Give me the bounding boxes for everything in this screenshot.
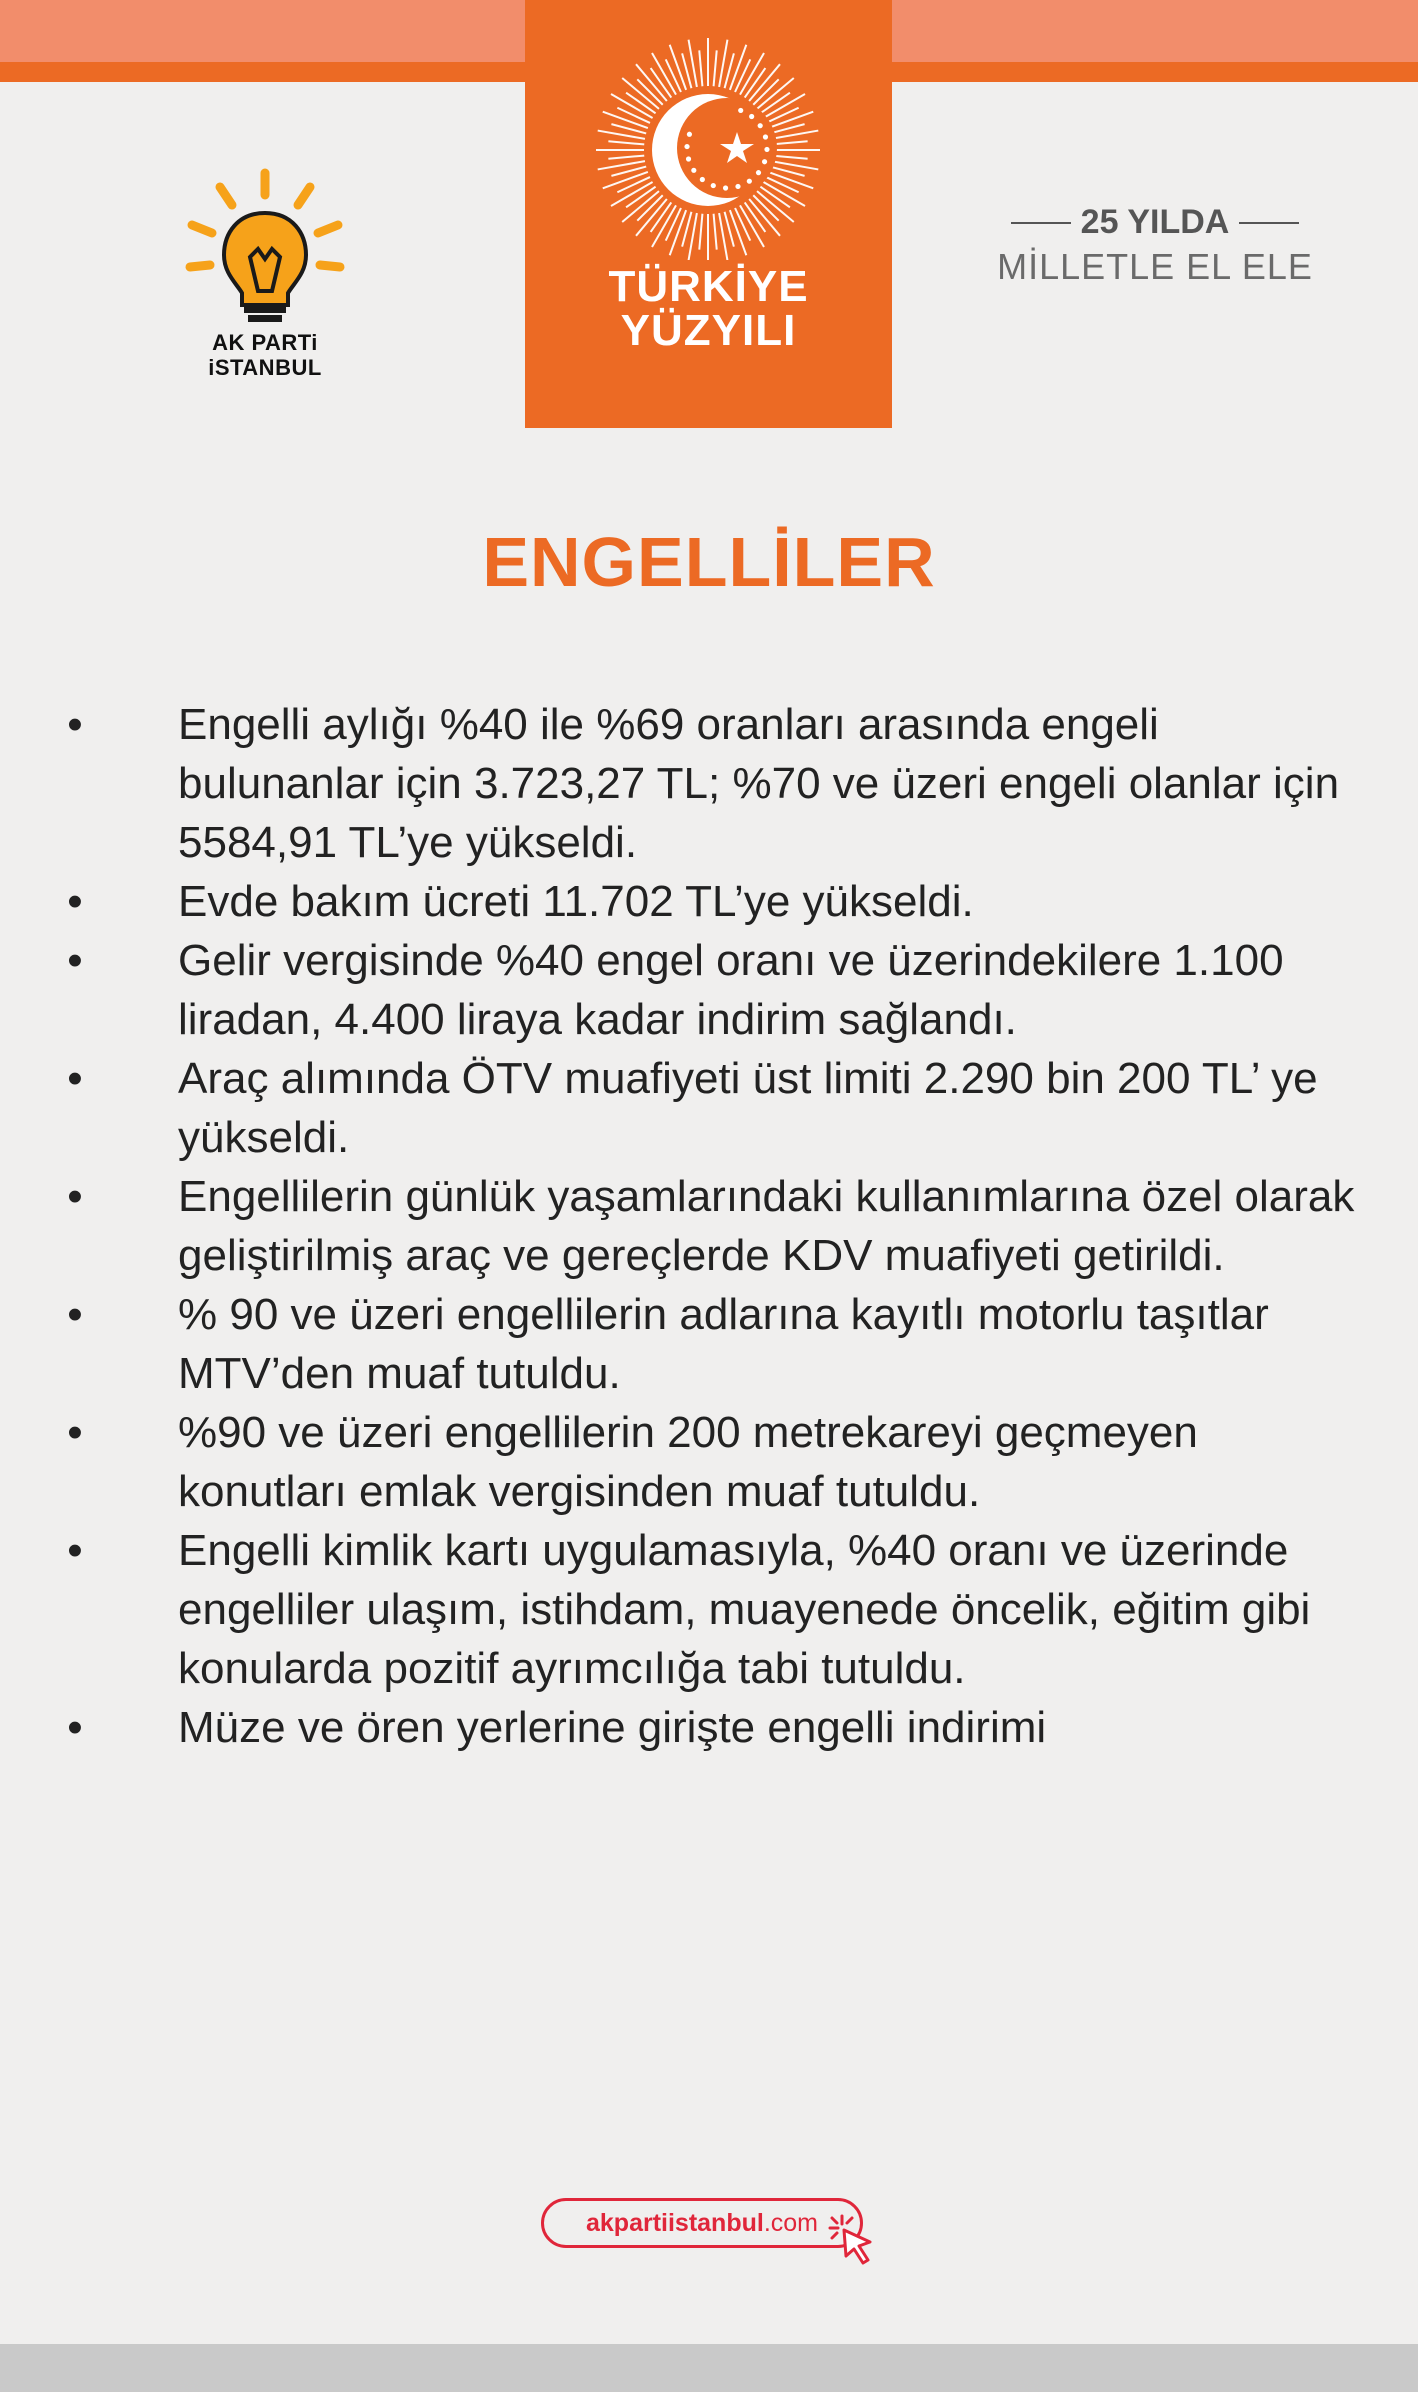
list-item-text: Müze ve ören yerlerine girişte engelli indirimi (178, 1703, 1047, 1752)
sunburst-ray (617, 108, 650, 123)
bullet-marker: • (67, 877, 83, 926)
bottom-gray-bar (0, 2344, 1418, 2392)
bullet-list (60, 695, 1360, 1757)
ring-star (764, 147, 769, 152)
list-item-text: Evde bakım ücreti 11.702 TL’ye yükseldi. (178, 877, 974, 926)
sunburst-ray (772, 156, 808, 159)
ring-star (686, 156, 691, 161)
ring-star (747, 179, 752, 184)
sunburst-ray (666, 59, 681, 92)
slogan-bottom-text: MİLLETLE EL ELE (997, 246, 1313, 287)
bullet-marker: • (67, 936, 83, 985)
sunburst-ray (666, 208, 681, 241)
ring-star (691, 168, 696, 173)
sunburst-ray (766, 108, 799, 123)
list-item-text: Araç alımında ÖTV muafiyeti üst limiti 2.290 bin 200 TL’ ye yükseldi. (178, 1054, 1318, 1162)
logo-line-1: AK PARTi (212, 330, 318, 355)
bullet-marker: • (67, 1408, 83, 1457)
sunburst-ray (714, 50, 717, 86)
turkiye-yuzyili-panel (525, 0, 892, 428)
list-item (60, 1049, 1360, 1167)
list-item-text: % 90 ve üzeri engellilerin adlarına kayıtlı motorlu taşıtlar MTV’den muaf tutuldu. (178, 1290, 1269, 1398)
ring-star (738, 108, 743, 113)
sunburst-ray (699, 50, 702, 86)
sunburst-ray (608, 156, 644, 159)
bullet-marker: • (67, 1054, 83, 1103)
cursor-click-icon (826, 2212, 886, 2272)
url-bold-part: akpartiistanbul (585, 2208, 764, 2237)
sunburst-ray (699, 214, 702, 250)
page-title: ENGELLİLER (482, 523, 936, 601)
list-item-text: Engellilerin günlük yaşamlarındaki kullanımlarına özel olarak geliştirilmiş araç ve gereçlerde KDV muafiyeti getirildi. (178, 1172, 1355, 1280)
website-link[interactable] (541, 2198, 863, 2248)
panel-line-1: TÜRKİYE (608, 262, 809, 311)
ring-star (762, 159, 767, 164)
bullet-marker: • (67, 1526, 83, 1575)
sunburst-ray (735, 59, 750, 92)
list-item-text: Engelli aylığı %40 ile %69 oranları arasında engeli bulunanlar için 3.723,27 TL; %70 ve üzeri engeli olanlar için 5584,91 TL’ye yükseldi. (178, 700, 1340, 867)
list-item (60, 1167, 1360, 1285)
list-item (60, 1698, 1360, 1757)
url-suffix: .com (763, 2208, 818, 2237)
sunburst-ray (772, 141, 808, 144)
ring-star (735, 184, 740, 189)
ring-star (756, 170, 761, 175)
sunburst-ray (735, 208, 750, 241)
slogan (975, 203, 1335, 288)
sunburst-ray (617, 177, 650, 192)
list-item (60, 872, 1360, 931)
slogan-top-text: 25 YILDA (1080, 203, 1230, 241)
sunburst-ray (766, 177, 799, 192)
ring-star (763, 134, 768, 139)
panel-line-2: YÜZYILI (620, 306, 797, 355)
list-item (60, 1403, 1360, 1521)
ring-star (687, 132, 692, 137)
logo-line-2: iSTANBUL (208, 355, 322, 380)
bullet-marker: • (67, 1703, 83, 1752)
list-item-text: %90 ve üzeri engellilerin 200 metrekareyi geçmeyen konutları emlak vergisinden muaf tutuldu. (178, 1408, 1198, 1516)
ring-star (700, 177, 705, 182)
list-item (60, 931, 1360, 1049)
lightbulb-icon (180, 165, 350, 330)
slogan-rule-right (1239, 222, 1299, 224)
ak-parti-logo (180, 165, 350, 385)
list-item-text: Gelir vergisinde %40 engel oranı ve üzerindekilere 1.100 liradan, 4.400 liraya kadar indirim sağlandı. (178, 936, 1284, 1044)
ring-star (723, 185, 728, 190)
ring-star (758, 123, 763, 128)
crescent-star-sunburst-icon (525, 0, 892, 260)
sunburst-ray (608, 141, 644, 144)
ring-star (711, 183, 716, 188)
slogan-rule-left (1011, 222, 1071, 224)
list-item-text: Engelli kimlik kartı uygulamasıyla, %40 oranı ve üzerinde engelliler ulaşım, istihdam, muayenede öncelik, eğitim gibi konularda pozitif ayrımcılığa tabi tutuldu. (178, 1526, 1311, 1693)
sunburst-ray (714, 214, 717, 250)
list-item (60, 695, 1360, 872)
list-item (60, 1521, 1360, 1698)
ring-star (749, 114, 754, 119)
bullet-marker: • (67, 1290, 83, 1339)
list-item (60, 1285, 1360, 1403)
bullet-marker: • (67, 700, 83, 749)
bullet-marker: • (67, 1172, 83, 1221)
ring-star (684, 144, 689, 149)
